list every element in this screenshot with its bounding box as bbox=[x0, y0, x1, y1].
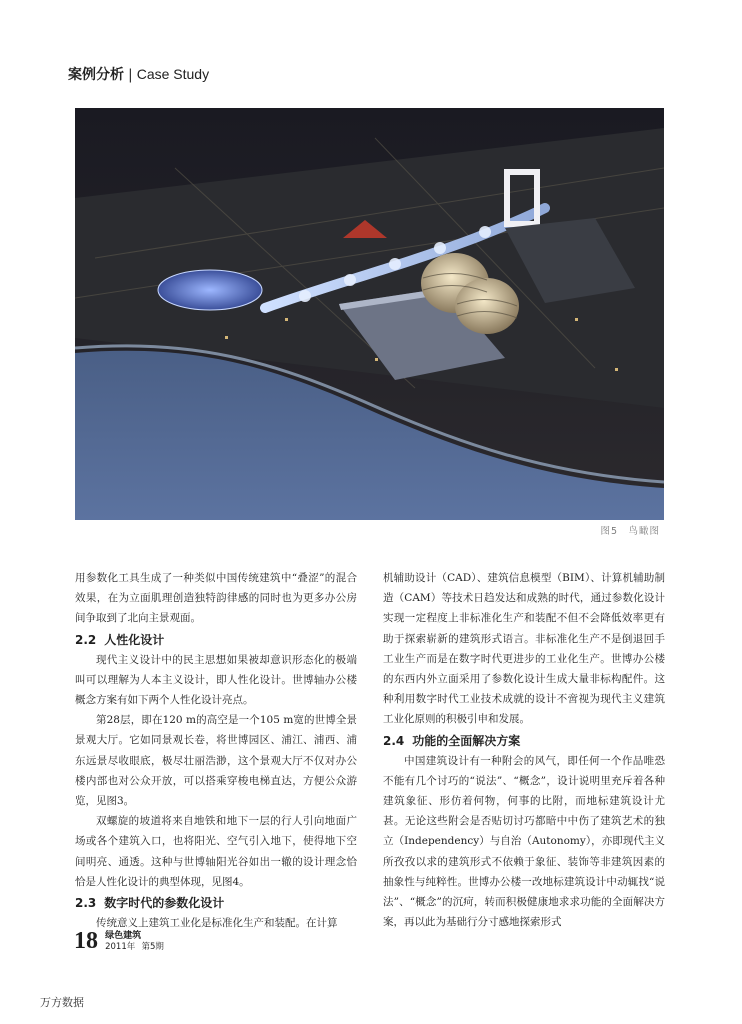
body-paragraph: 机辅助设计（CAD）、建筑信息模型（BIM）、计算机辅助制造（CAM）等技术日趋发达和成熟的时代，通过参数化设计实现一定程度上非标准化生产和装配不但不会降低效率更有助于探索崭新的建筑形式语言。非标准化生产不是倒退回手工业生产而是在数字时代更进步的工业化生产。世博办公楼的东西内外立面采用了参数化设计生成大量非标构配件。这种利用数字时代工业技术成就的设计不啻视为现代主义建筑工业化原则的积极引申和发展。 bbox=[383, 572, 665, 726]
body-paragraph: 用参数化工具生成了一种类似中国传统建筑中“叠涩”的混合效果，在为立面肌理创造独特韵律感的同时也为更多办公房间争取到了北向主景观面。 bbox=[75, 572, 357, 625]
magazine-issue: 第5期 bbox=[141, 941, 164, 952]
header-category-english: Case Study bbox=[136, 66, 210, 82]
header-separator: | bbox=[128, 67, 133, 83]
body-paragraph: 双螺旋的坡道将来自地铁和地下一层的行人引向地面广场或各个建筑入口，也将阳光、空气引入地下，使得地下空间明亮、通透。这种与世博轴阳光谷如出一辙的设计理念恰恰是人性化设计的典型体现，见图4。 bbox=[75, 815, 357, 888]
body-paragraph: 第28层，即在120 m的高空是一个105 m宽的世博全景景观大厅。它如同景观长卷，将世博园区、浦江、浦西、浦东远景尽收眼底，极尽壮丽浩渺，这个景观大厅不仅对办公楼内部也对公众开放，可以搭乘穿梭电梯直达，方便公众游览，见图3。 bbox=[75, 714, 357, 808]
section-number: 2.2 bbox=[75, 632, 97, 647]
section-title: 数字时代的参数化设计 bbox=[104, 896, 225, 911]
body-paragraph: 现代主义设计中的民主思想如果被却意识形态化的极端叫可以理解为人本主义设计，即人性化设计。世博轴办公楼概念方案有如下两个人性化设计亮点。 bbox=[75, 653, 357, 707]
section-heading bbox=[383, 732, 665, 751]
section-heading bbox=[75, 894, 357, 913]
section-number: 2.4 bbox=[383, 733, 405, 748]
section-number: 2.3 bbox=[75, 896, 97, 911]
aerial-view-image bbox=[75, 108, 664, 520]
figure-caption: 图5 鸟瞰图 bbox=[600, 526, 660, 537]
body-paragraph: 传统意义上建筑工业化是标准化生产和装配。在计算 bbox=[96, 917, 338, 930]
page-number: 18 bbox=[74, 928, 98, 954]
section-title: 功能的全面解决方案 bbox=[412, 733, 521, 748]
section-header bbox=[68, 64, 209, 84]
magazine-year: 2011年 bbox=[105, 941, 136, 952]
right-text-column bbox=[383, 568, 665, 932]
header-category: 案例分析 bbox=[68, 67, 124, 83]
section-heading bbox=[75, 631, 357, 650]
body-paragraph: 中国建筑设计有一种附会的风气，即任何一个作品唯恐不能有几个讨巧的“说法”、“概念”，设计说明里充斥着各种建筑象征、形仿着何物，何事的比附，而地标建筑设计尤甚。无论这些附会是否贴切讨巧都暗中中伤了建筑艺术的独立（Independency）与自治（Autonomy），亦即现代主义所孜孜以求的建筑形式不依赖于象征、装饰等非建筑因素的抽象性与纯粹性。世博办公楼一改地标建筑设计中动辄找“说法”、“概念”的沉疴，转而积极健康地求求功能的全面解决方案，再以此为基础行分寸感地探索形式 bbox=[383, 754, 665, 929]
magazine-title: 绿色建筑 bbox=[105, 930, 142, 941]
section-title: 人性化设计 bbox=[104, 632, 165, 647]
left-text-column bbox=[75, 568, 357, 933]
page-footer bbox=[74, 928, 164, 955]
magazine-info bbox=[105, 931, 164, 953]
database-watermark: 万方数据 bbox=[40, 996, 84, 1009]
